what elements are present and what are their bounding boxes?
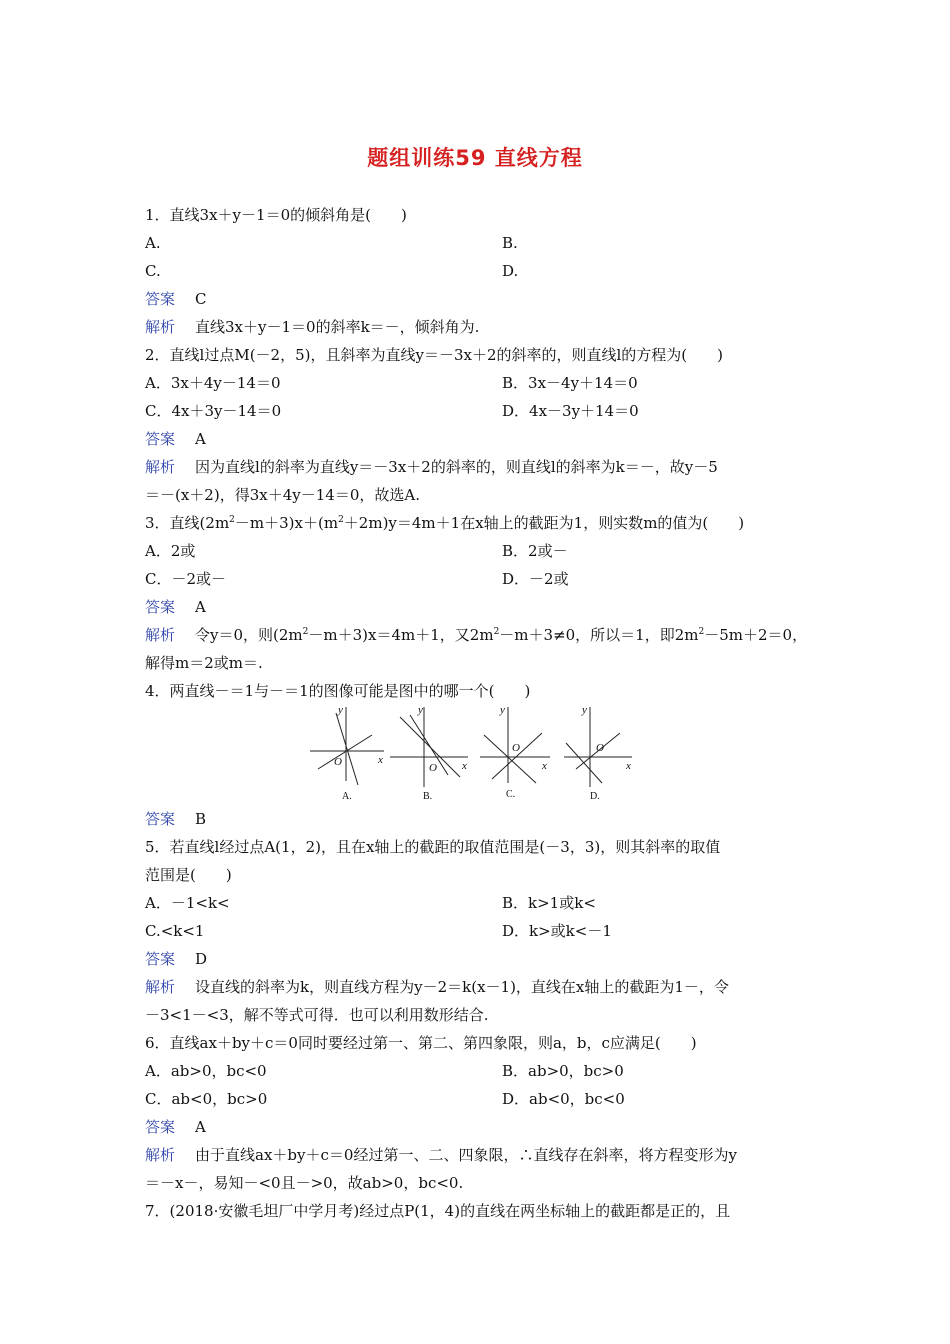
q2-option-b: B．3x－4y＋14＝0 xyxy=(502,374,638,392)
q1-answer-value: C xyxy=(195,290,207,308)
q5-option-d: D．k>或k<－1 xyxy=(502,922,612,940)
figure-caption-c: C. xyxy=(506,789,516,800)
q1-answer xyxy=(145,289,207,309)
q5-analysis-line1 xyxy=(145,977,729,997)
q1-stem: 1．直线3x＋y－1＝0的倾斜角是( ) xyxy=(145,206,407,224)
q4-stem: 4．两直线－＝1与－＝1的图像可能是图中的哪一个( ) xyxy=(145,682,531,700)
q3-analysis-d: －5m＋2＝0， xyxy=(704,626,808,644)
answer-label: 答案 xyxy=(145,1118,176,1136)
q3-option-b: B．2或－ xyxy=(502,542,568,560)
q2-analysis-line1 xyxy=(145,457,718,477)
q3-sup1: 2 xyxy=(229,515,235,525)
axis-y-label: y xyxy=(582,704,587,716)
figure-panel-b xyxy=(390,707,468,787)
q1-option-a: A. xyxy=(145,234,161,252)
analysis-label: 解析 xyxy=(145,1146,176,1164)
q3-analysis-b: －m＋3)x＝4m＋1，又2m xyxy=(308,626,494,644)
q5-answer-value: D xyxy=(195,950,208,968)
answer-label: 答案 xyxy=(145,290,176,308)
q5-option-c: C.<k<1 xyxy=(145,922,205,940)
figure-panel-a xyxy=(310,707,384,785)
q3-sup3: 2 xyxy=(302,627,309,637)
q3-analysis-c: －m＋3≠0，所以＝1，即2m xyxy=(499,626,699,644)
q3-analysis-line2: 解得m＝2或m＝. xyxy=(145,654,263,672)
answer-label: 答案 xyxy=(145,950,176,968)
q3-sup2: 2 xyxy=(338,515,344,525)
q1-analysis-text: 直线3x＋y－1＝0的斜率k＝－，倾斜角为. xyxy=(195,318,480,336)
q1-option-b: B. xyxy=(502,234,518,252)
q3-answer xyxy=(145,597,206,617)
q3-stem-part3: ＋2m)y＝4m＋1在x轴上的截距为1，则实数m的值为( ) xyxy=(343,514,745,532)
q6-analysis-line1 xyxy=(145,1145,737,1165)
analysis-label: 解析 xyxy=(145,458,176,476)
q2-analysis-line2: ＝－(x＋2)，得3x＋4y－14＝0，故选A. xyxy=(145,486,420,504)
q6-option-d: D．ab<0，bc<0 xyxy=(502,1090,625,1108)
q6-option-a: A．ab>0，bc<0 xyxy=(145,1062,267,1080)
page-title: 题组训练59 直线方程 xyxy=(367,146,583,170)
line-2 xyxy=(318,735,372,769)
q7-stem: 7．(2018·安徽毛坦厂中学月考)经过点P(1，4)的直线在两坐标轴上的截距都是正的，且 xyxy=(145,1202,731,1220)
q4-answer-value: B xyxy=(195,810,207,828)
analysis-label: 解析 xyxy=(145,318,176,336)
answer-label: 答案 xyxy=(145,430,176,448)
q6-analysis-text1: 由于直线ax＋by＋c＝0经过第一、二、四象限，∴直线存在斜率，将方程变形为y xyxy=(195,1146,737,1164)
q3-option-d: D．－2或 xyxy=(502,570,569,588)
origin-label: O xyxy=(334,756,342,768)
q5-analysis-text1: 设直线的斜率为k，则直线方程为y－2＝k(x－1)，直线在x轴上的截距为1－，令 xyxy=(195,978,729,996)
axis-x-label: x xyxy=(542,760,547,772)
q2-answer-value: A xyxy=(195,430,206,448)
q6-option-c: C．ab<0，bc>0 xyxy=(145,1090,268,1108)
q6-analysis-line2: ＝－x－，易知－<0且－>0，故ab>0，bc<0. xyxy=(145,1174,464,1192)
q3-analysis-a: 令y＝0，则(2m xyxy=(195,626,303,644)
q3-analysis-line1 xyxy=(145,625,807,645)
line-1 xyxy=(484,735,536,783)
axis-x-label: x xyxy=(378,754,383,766)
q6-option-b: B．ab>0，bc>0 xyxy=(502,1062,624,1080)
analysis-label: 解析 xyxy=(145,978,176,996)
origin-label: O xyxy=(429,762,437,774)
q3-stem xyxy=(145,513,744,533)
q4-figure xyxy=(310,703,650,803)
axis-x-label: x xyxy=(462,760,467,772)
analysis-label: 解析 xyxy=(145,626,176,644)
q5-stem-line1: 5．若直线l经过点A(1，2)，且在x轴上的截距的取值范围是(－3，3)，则其斜率的取值 xyxy=(145,838,721,856)
q3-answer-value: A xyxy=(195,598,206,616)
q2-option-d: D．4x－3y＋14＝0 xyxy=(502,402,639,420)
q1-option-d: D. xyxy=(502,262,519,280)
q3-option-c: C．－2或－ xyxy=(145,570,227,588)
axis-y-label: y xyxy=(500,704,505,716)
q3-sup5: 2 xyxy=(698,627,705,637)
q6-answer xyxy=(145,1117,206,1137)
figure-caption-b: B. xyxy=(423,791,433,802)
q2-analysis-text1: 因为直线l的斜率为直线y＝－3x＋2的斜率的，则直线l的斜率为k＝－，故y－5 xyxy=(195,458,718,476)
q1-option-c: C. xyxy=(145,262,161,280)
axis-y-label: y xyxy=(338,704,343,716)
answer-label: 答案 xyxy=(145,598,176,616)
q2-option-a: A．3x＋4y－14＝0 xyxy=(145,374,281,392)
q6-answer-value: A xyxy=(195,1118,206,1136)
axis-y-label: y xyxy=(418,704,423,716)
origin-label: O xyxy=(596,742,604,754)
q1-analysis xyxy=(145,317,479,337)
q4-figure-svg xyxy=(310,703,650,803)
origin-label: O xyxy=(512,742,520,754)
q2-option-c: C．4x＋3y－14＝0 xyxy=(145,402,282,420)
line-1 xyxy=(336,713,358,785)
q3-sup4: 2 xyxy=(493,627,500,637)
q2-answer xyxy=(145,429,206,449)
answer-label: 答案 xyxy=(145,810,176,828)
q5-option-a: A．－1<k< xyxy=(145,894,230,912)
q3-stem-part1: 3．直线(2m xyxy=(145,514,230,532)
q5-answer xyxy=(145,949,207,969)
q5-option-b: B．k>1或k< xyxy=(502,894,596,912)
line-2 xyxy=(492,733,542,779)
q3-option-a: A．2或 xyxy=(145,542,196,560)
axis-x-label: x xyxy=(626,760,631,772)
q5-stem-line2: 范围是( ) xyxy=(145,866,232,884)
q3-stem-part2: －m＋3)x＋(m xyxy=(234,514,339,532)
figure-caption-d: D. xyxy=(590,791,600,802)
q6-stem: 6．直线ax＋by＋c＝0同时要经过第一、第二、第四象限，则a，b，c应满足( ) xyxy=(145,1034,697,1052)
figure-caption-a: A. xyxy=(342,791,352,802)
q2-stem: 2．直线l过点M(－2，5)，且斜率为直线y＝－3x＋2的斜率的，则直线l的方程为( ) xyxy=(145,346,724,364)
q5-analysis-line2: －3<1－<3，解不等式可得．也可以利用数形结合. xyxy=(145,1006,489,1024)
q4-answer xyxy=(145,809,206,829)
